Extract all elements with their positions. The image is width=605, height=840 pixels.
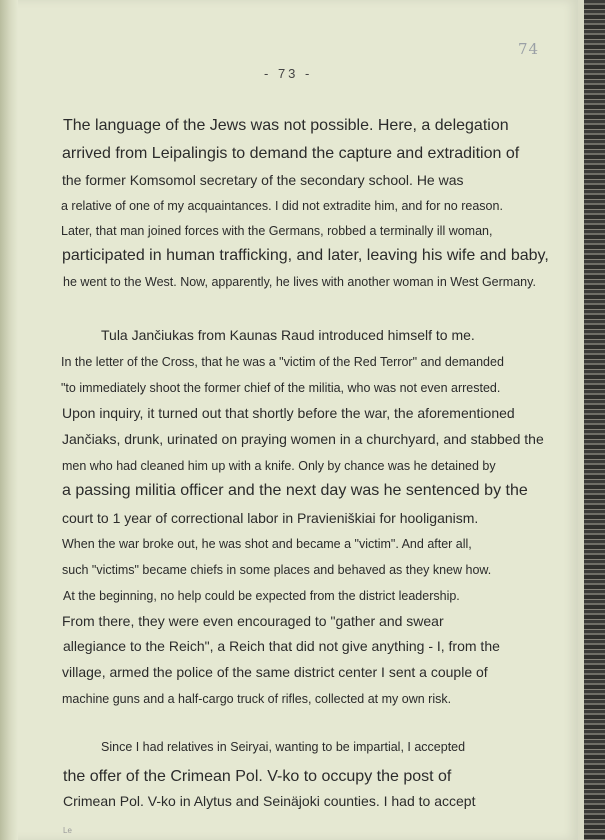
handwritten-page-number: 74 [518,40,540,58]
text-line: Later, that man joined forces with the Germans, robbed a terminally ill woman, [61,224,493,238]
text-line: Jančiaks, drunk, urinated on praying women in a churchyard, and stabbed the [62,431,544,447]
text-line: "to immediately shoot the former chief of the militia, who was not even arrested. [61,381,501,395]
text-line: village, armed the police of the same district center I sent a couple of [62,664,488,680]
text-line: arrived from Leipalingis to demand the capture and extradition of [62,145,520,162]
text-line: At the beginning, no help could be expected from the district leadership. [63,589,460,603]
book-page-edges [578,0,605,840]
page-binding [0,0,18,840]
text-line: participated in human trafficking, and later, leaving his wife and baby, [62,247,549,264]
text-line: Since I had relatives in Seiryai, wanting to be impartial, I accepted [101,740,466,754]
text-line: Crimean Pol. V-ko in Alytus and Seinäjoki counties. I had to accept [63,793,476,809]
text-line: men who had cleaned him up with a knife. Only by chance was he detained by [62,459,496,473]
text-line: Upon inquiry, it turned out that shortly before the war, the aforementioned [62,405,515,421]
text-line: From there, they were even encouraged to "gather and swear [62,613,444,629]
text-line: the offer of the Crimean Pol. V-ko to occupy the post of [63,768,452,785]
text-line: In the letter of the Cross, that he was a "victim of the Red Terror" and demanded [61,355,504,369]
text-line: When the war broke out, he was shot and became a "victim". And after all, [62,537,472,551]
text-line: allegiance to the Reich", a Reich that did not give anything - I, from the [63,638,500,654]
text-line: court to 1 year of correctional labor in Pravieniškiai for hooliganism. [62,510,479,526]
text-line: machine guns and a half-cargo truck of rifles, collected at my own risk. [62,692,452,706]
text-line: such "victims" became chiefs in some places and behaved as they knew how. [62,563,492,577]
text-line: Tula Jančiukas from Kaunas Raud introduced himself to me. [101,327,475,343]
text-line: the former Komsomol secretary of the secondary school. He was [62,172,464,188]
text-line: a passing militia officer and the next day was he sentenced by the [62,482,528,499]
margin-mark: Le [63,826,72,835]
text-line: a relative of one of my acquaintances. I did not extradite him, and for no reason. [61,199,503,213]
text-line: he went to the West. Now, apparently, he lives with another woman in West Germany. [63,275,536,289]
text-line: The language of the Jews was not possible. Here, a delegation [63,117,509,134]
typed-page-number: - 73 - [264,66,313,81]
